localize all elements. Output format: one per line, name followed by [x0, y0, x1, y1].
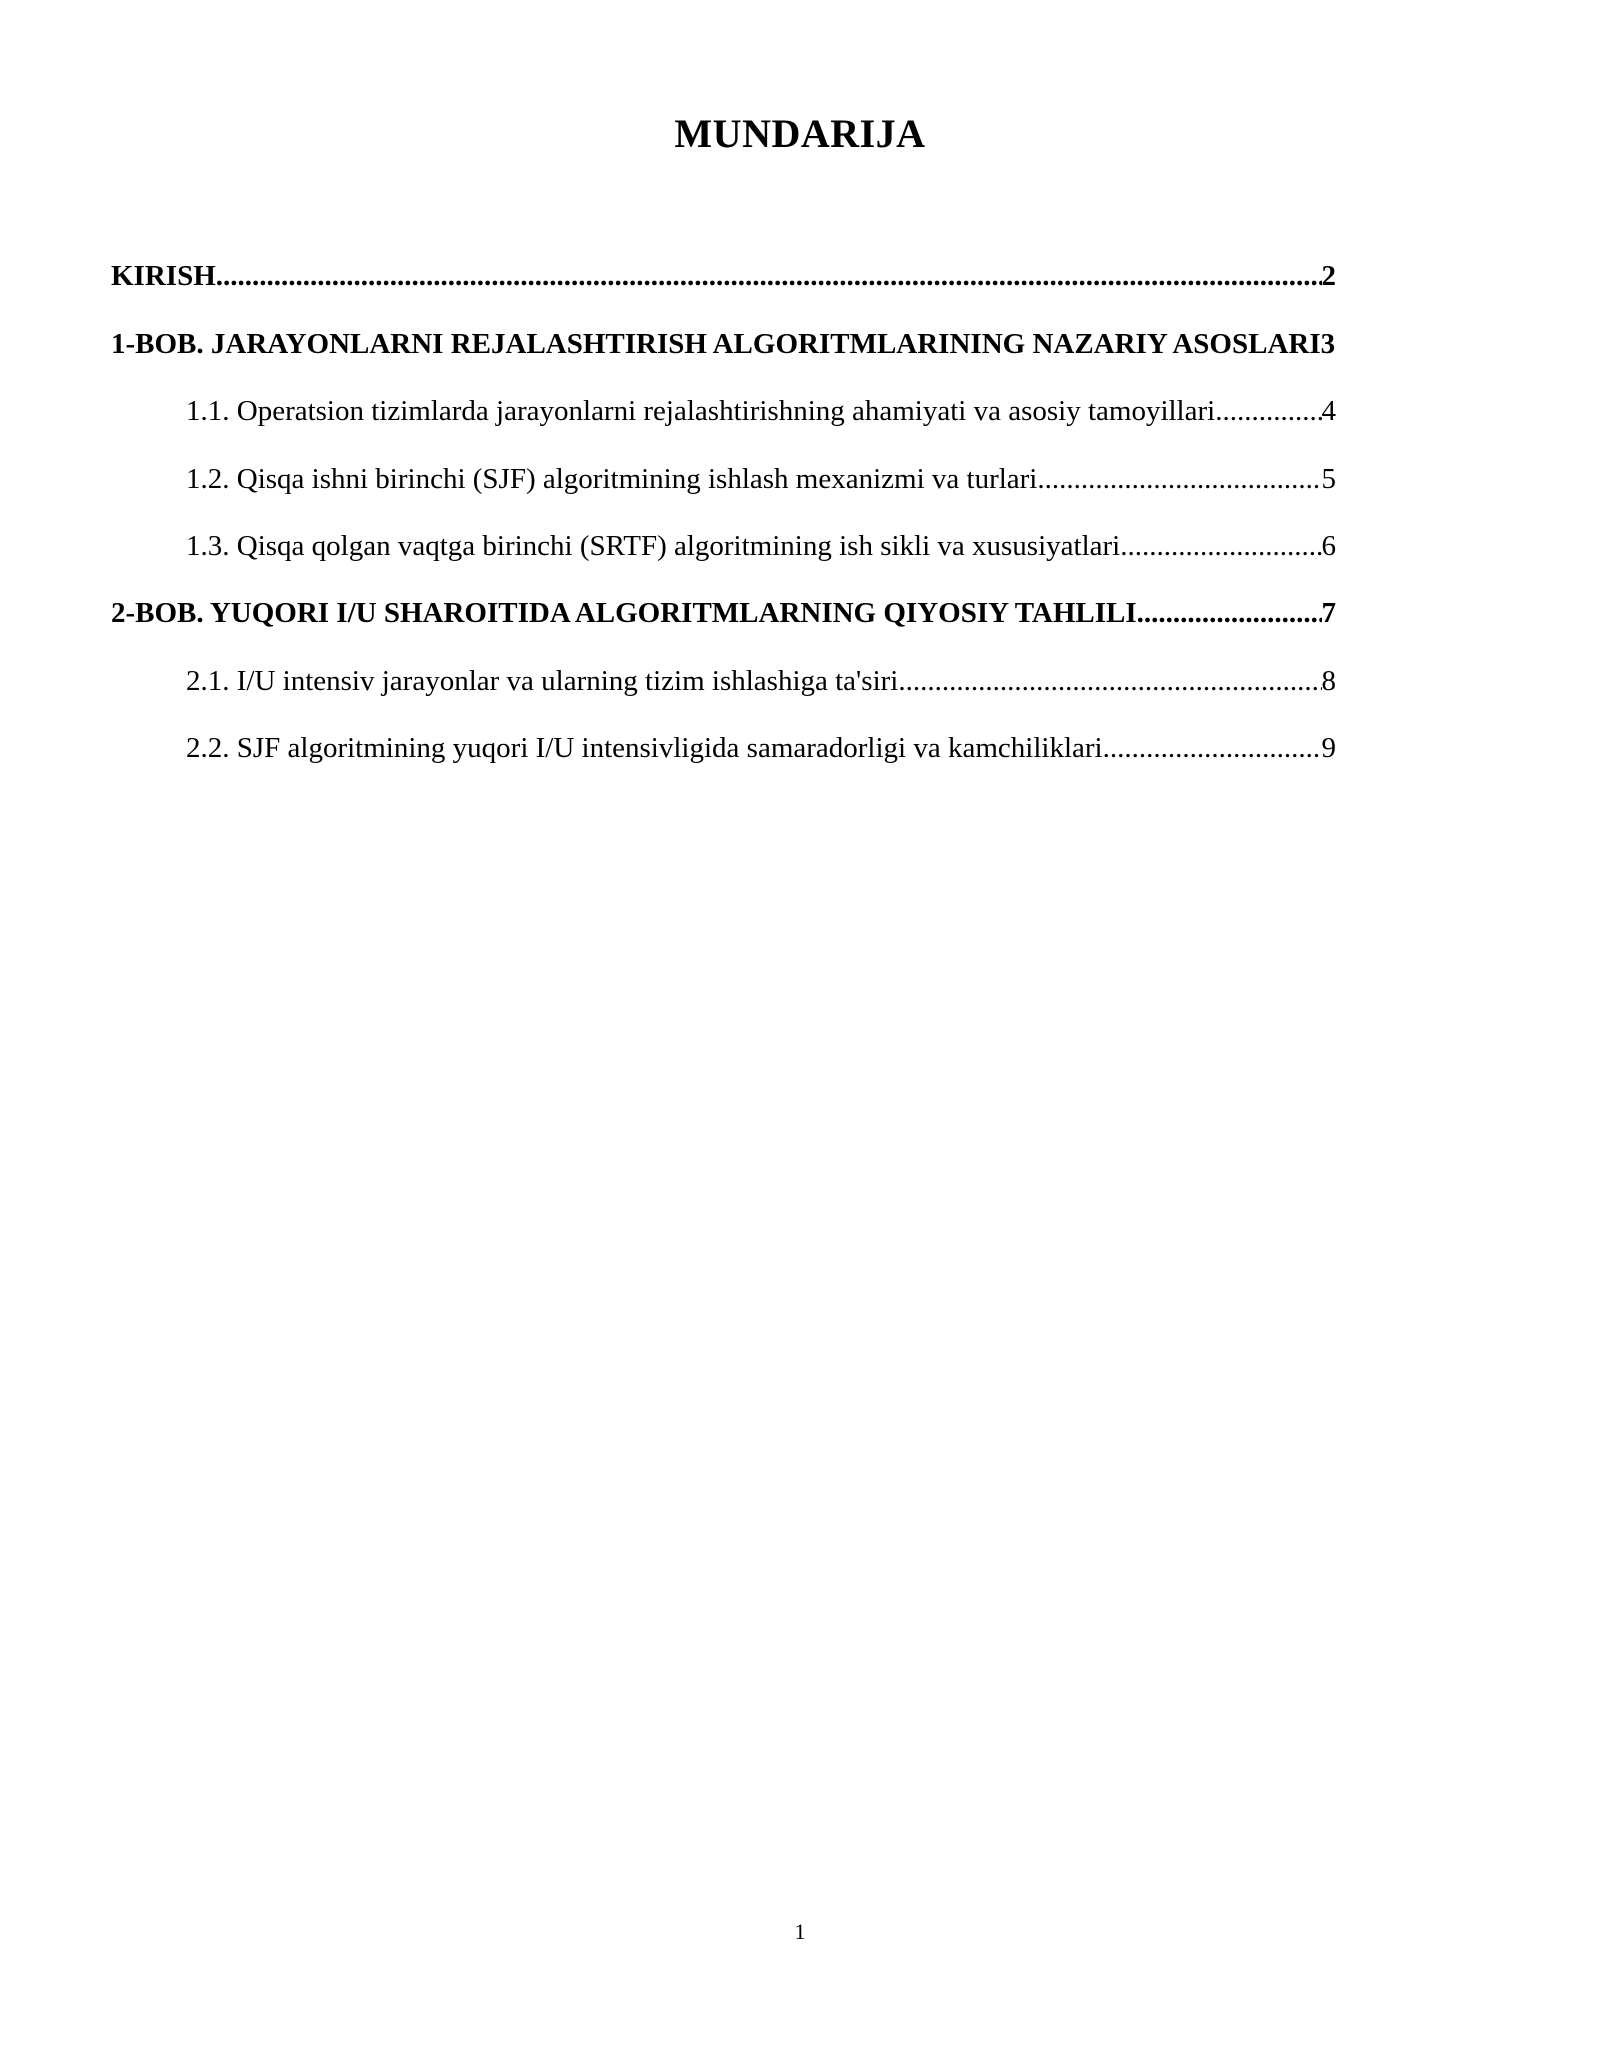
- dot-leader: [216, 254, 1322, 298]
- toc-entry-chapter-1[interactable]: [111, 322, 1511, 366]
- dot-leader: [1037, 457, 1321, 501]
- toc-entry-kirish[interactable]: [111, 254, 1336, 298]
- dot-leader: [898, 659, 1321, 703]
- dot-leader: [1137, 591, 1322, 635]
- toc-page-number: 6: [1321, 530, 1336, 562]
- toc-entry-section-2-2[interactable]: [186, 726, 1336, 770]
- toc-entry-chapter-2[interactable]: [111, 591, 1336, 635]
- page-title: MUNDARIJA: [674, 111, 926, 156]
- toc-entry-section-1-2[interactable]: [186, 457, 1336, 501]
- toc-entry-title: 2.1. I/U intensiv jarayonlar va ularning tizim ishlashiga ta'siri: [186, 665, 899, 697]
- toc-page-number: 9: [1321, 732, 1336, 764]
- toc-entry-title: 1.3. Qisqa qolgan vaqtga birinchi (SRTF) algoritmining ish sikli va xususiyatlari: [186, 530, 1121, 562]
- toc-page-number: 2: [1321, 260, 1336, 292]
- toc-page-number: 5: [1321, 463, 1336, 495]
- toc-entry-title: 1.1. Operatsion tizimlarda jarayonlarni rejalashtirishning ahamiyati va asosiy tamoyillari.: [186, 395, 1223, 427]
- toc-entry-title: 1-BOB. JARAYONLARNI REJALASHTIRISH ALGORITMLARINING NAZARIY ASOSLARI: [111, 328, 1321, 360]
- toc-page-number: 8: [1321, 665, 1336, 697]
- toc-entry-title: KIRISH: [111, 260, 216, 292]
- toc-entry-section-1-3[interactable]: [186, 524, 1336, 568]
- page-number: 1: [794, 1919, 806, 1944]
- toc-entry-title: 2-BOB. YUQORI I/U SHAROITIDA ALGORITMLARNING QIYOSIY TAHLILI: [111, 597, 1137, 629]
- toc-page-number: 4: [1321, 395, 1336, 427]
- dot-leader: [1120, 524, 1321, 568]
- toc-entry-section-2-1[interactable]: [186, 659, 1336, 703]
- toc-page-number: 7: [1321, 597, 1336, 629]
- toc-page-number: 3: [1320, 328, 1336, 360]
- dot-leader: [1103, 726, 1322, 770]
- toc-entry-section-1-1[interactable]: [186, 389, 1336, 433]
- toc-entry-title: 2.2. SJF algoritmining yuqori I/U intensivligida samaradorligi va kamchiliklari: [186, 732, 1103, 764]
- dot-leader: [1222, 389, 1321, 433]
- toc-entry-title: 1.2. Qisqa ishni birinchi (SJF) algoritmining ishlash mexanizmi va turlari: [186, 463, 1038, 495]
